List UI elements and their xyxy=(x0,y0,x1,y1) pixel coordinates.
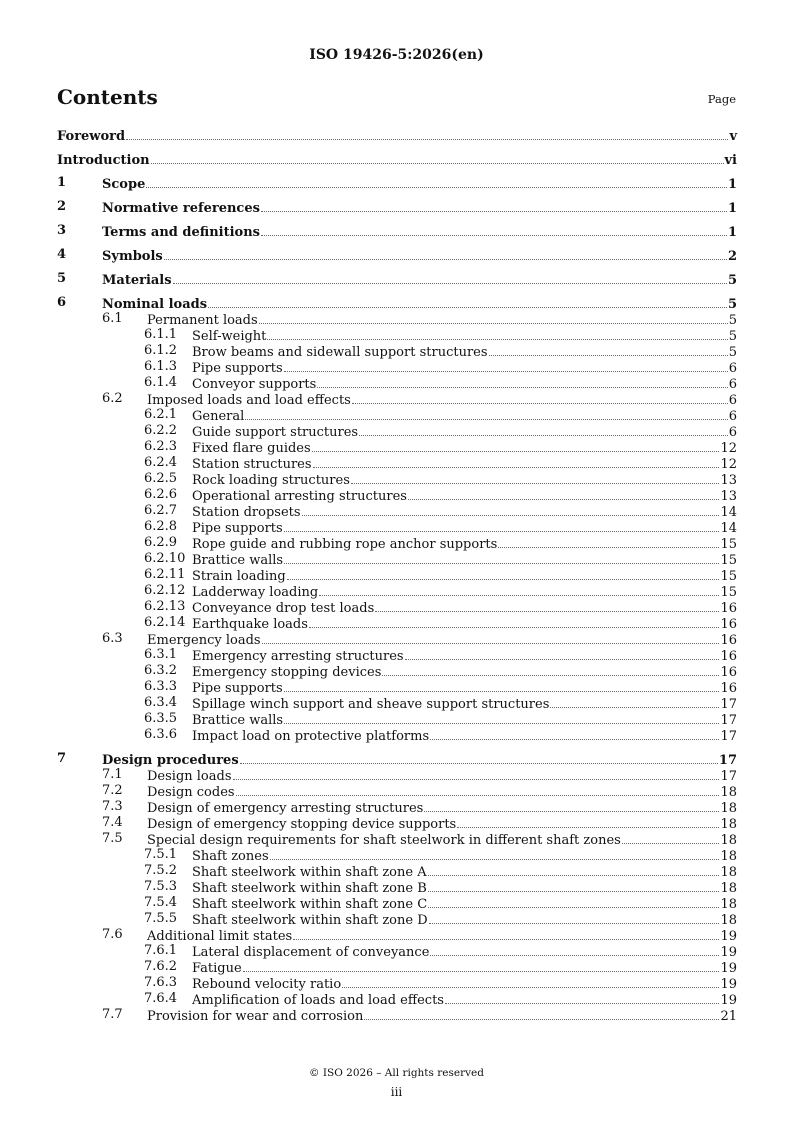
toc-leader-dots xyxy=(489,343,728,356)
toc-entry-page: 6 xyxy=(728,377,737,392)
toc-entry-number: 7.6.4 xyxy=(144,991,178,1006)
toc-entry-page: 17 xyxy=(720,769,737,784)
toc-entry-page: 16 xyxy=(720,601,737,616)
toc-entry[interactable] xyxy=(57,519,737,535)
toc-entry-number: 6.3.6 xyxy=(144,727,178,742)
toc-entry-number: 6.3.1 xyxy=(144,647,178,662)
toc-entry-title: Ladderway loading xyxy=(192,585,319,600)
toc-entry-title: Strain loading xyxy=(192,569,286,584)
toc-entry-title: Introduction xyxy=(57,153,150,168)
toc-entry[interactable] xyxy=(57,407,737,423)
toc-entry-number: 7.5.2 xyxy=(144,863,178,878)
toc-leader-dots xyxy=(267,327,727,340)
toc-entry-title: Nominal loads xyxy=(102,297,208,312)
toc-leader-dots xyxy=(240,751,718,764)
toc-entry-page: 13 xyxy=(720,473,737,488)
toc-entry[interactable] xyxy=(57,391,737,407)
toc-entry-number: 6.2.7 xyxy=(144,503,178,518)
toc-entry-number: 7.5.4 xyxy=(144,895,178,910)
toc-entry-page: 19 xyxy=(720,929,737,944)
toc-entry-page: 13 xyxy=(720,489,737,504)
table-of-contents xyxy=(57,127,737,1023)
toc-entry-page: 19 xyxy=(720,961,737,976)
toc-entry[interactable] xyxy=(57,487,737,503)
toc-entry-title: Additional limit states xyxy=(147,929,293,944)
toc-entry-page: 1 xyxy=(727,177,737,192)
toc-entry[interactable] xyxy=(57,895,737,911)
toc-leader-dots xyxy=(284,551,719,564)
toc-entry-number: 7.1 xyxy=(102,767,123,782)
toc-entry[interactable] xyxy=(57,327,737,343)
toc-entry-number: 7.6 xyxy=(102,927,123,942)
toc-leader-dots xyxy=(270,847,720,860)
toc-entry[interactable] xyxy=(57,223,737,239)
toc-leader-dots xyxy=(550,695,719,708)
toc-entry-title: Conveyor supports xyxy=(192,377,317,392)
toc-entry[interactable] xyxy=(57,199,737,215)
toc-entry[interactable] xyxy=(57,815,737,831)
toc-leader-dots xyxy=(351,471,720,484)
toc-entry-number: 7.7 xyxy=(102,1007,123,1022)
page-column-label: Page xyxy=(707,92,736,106)
toc-entry-title: Design codes xyxy=(147,785,235,800)
toc-leader-dots xyxy=(261,223,727,236)
toc-entry-title: Pipe supports xyxy=(192,681,283,696)
toc-leader-dots xyxy=(245,407,727,420)
toc-entry-title: Brattice walls xyxy=(192,553,284,568)
toc-entry-number: 6.2.12 xyxy=(144,583,186,598)
toc-entry-title: Rope guide and rubbing rope anchor supports xyxy=(192,537,498,552)
toc-leader-dots xyxy=(236,783,720,796)
toc-entry[interactable] xyxy=(57,783,737,799)
toc-entry-title: Shaft steelwork within shaft zone C xyxy=(192,897,428,912)
toc-entry-title: Special design requirements for shaft steelwork in different shaft zones xyxy=(147,833,621,848)
toc-leader-dots xyxy=(173,271,727,284)
toc-entry-title: Self-weight xyxy=(192,329,267,344)
toc-entry-page: 16 xyxy=(720,617,737,632)
toc-entry-page: v xyxy=(729,129,737,144)
toc-entry-page: 18 xyxy=(720,881,737,896)
toc-entry-title: Provision for wear and corrosion xyxy=(147,1009,364,1024)
toc-entry-title: Rebound velocity ratio xyxy=(192,977,342,992)
toc-entry-page: 21 xyxy=(720,1009,737,1024)
toc-entry-page: 5 xyxy=(728,329,737,344)
toc-entry[interactable] xyxy=(57,343,737,359)
toc-leader-dots xyxy=(430,943,719,956)
toc-entry-number: 7.4 xyxy=(102,815,123,830)
toc-entry-title: Shaft steelwork within shaft zone B xyxy=(192,881,427,896)
toc-entry-page: 18 xyxy=(720,817,737,832)
toc-entry[interactable] xyxy=(57,975,737,991)
toc-leader-dots xyxy=(319,583,719,596)
toc-entry-number: 6.3 xyxy=(102,631,123,646)
toc-entry[interactable] xyxy=(57,879,737,895)
toc-entry-title: Emergency stopping devices xyxy=(192,665,382,680)
toc-entry-title: Station structures xyxy=(192,457,312,472)
toc-entry[interactable] xyxy=(57,599,737,615)
toc-entry-page: 18 xyxy=(720,897,737,912)
toc-entry-number: 7 xyxy=(57,751,67,766)
toc-leader-dots xyxy=(445,991,719,1004)
toc-entry-number: 6.2.3 xyxy=(144,439,178,454)
toc-entry[interactable] xyxy=(57,471,737,487)
toc-entry-page: 5 xyxy=(727,297,737,312)
toc-entry-number: 4 xyxy=(57,247,67,262)
toc-leader-dots xyxy=(428,879,720,892)
toc-entry-title: Amplification of loads and load effects xyxy=(192,993,444,1008)
toc-leader-dots xyxy=(312,439,720,452)
toc-entry-number: 6.2.9 xyxy=(144,535,178,550)
toc-entry[interactable] xyxy=(57,271,737,287)
toc-entry-page: 15 xyxy=(720,569,737,584)
toc-entry[interactable] xyxy=(57,927,737,943)
toc-entry[interactable] xyxy=(57,727,737,743)
toc-entry-number: 7.6.2 xyxy=(144,959,178,974)
footer-copyright: © ISO 2026 – All rights reserved xyxy=(309,1067,484,1079)
toc-entry-page: 1 xyxy=(727,201,737,216)
toc-leader-dots xyxy=(457,815,719,828)
toc-leader-dots xyxy=(429,911,720,924)
toc-entry[interactable] xyxy=(57,615,737,631)
toc-entry-title: Scope xyxy=(102,177,146,192)
toc-entry-page: 16 xyxy=(720,665,737,680)
toc-leader-dots xyxy=(430,727,719,740)
toc-entry[interactable] xyxy=(57,751,737,767)
toc-entry-number: 6.2 xyxy=(102,391,123,406)
toc-entry[interactable] xyxy=(57,423,737,439)
toc-entry[interactable] xyxy=(57,911,737,927)
toc-entry-number: 7.5.5 xyxy=(144,911,178,926)
toc-entry-page: 16 xyxy=(720,681,737,696)
document-header: ISO 19426-5:2026(en) xyxy=(309,47,484,63)
toc-entry-page: 12 xyxy=(720,457,737,472)
toc-leader-dots xyxy=(146,175,727,188)
toc-entry-title: Permanent loads xyxy=(147,313,258,328)
toc-entry-page: 17 xyxy=(720,697,737,712)
toc-entry-number: 6.3.3 xyxy=(144,679,178,694)
toc-entry[interactable] xyxy=(57,943,737,959)
toc-entry-page: 15 xyxy=(720,553,737,568)
toc-entry[interactable] xyxy=(57,551,737,567)
toc-entry-number: 6.1.1 xyxy=(144,327,178,342)
toc-entry-title: Symbols xyxy=(102,249,163,264)
toc-leader-dots xyxy=(284,519,720,532)
toc-leader-dots xyxy=(259,311,728,324)
toc-leader-dots xyxy=(382,663,719,676)
toc-leader-dots xyxy=(405,647,720,660)
toc-leader-dots xyxy=(302,503,720,516)
toc-leader-dots xyxy=(375,599,719,612)
toc-entry-number: 6.2.13 xyxy=(144,599,186,614)
toc-entry[interactable] xyxy=(57,1007,737,1023)
toc-leader-dots xyxy=(313,455,720,468)
toc-entry[interactable] xyxy=(57,647,737,663)
toc-leader-dots xyxy=(342,975,719,988)
toc-entry-title: Materials xyxy=(102,273,172,288)
toc-leader-dots xyxy=(352,391,728,404)
toc-entry-title: General xyxy=(192,409,245,424)
toc-entry-page: 16 xyxy=(720,633,737,648)
toc-entry[interactable] xyxy=(57,863,737,879)
toc-leader-dots xyxy=(262,631,720,644)
toc-entry-page: 18 xyxy=(720,833,737,848)
toc-entry-page: 5 xyxy=(728,313,737,328)
toc-entry-title: Shaft zones xyxy=(192,849,269,864)
toc-leader-dots xyxy=(151,151,724,164)
toc-entry-number: 6.2.1 xyxy=(144,407,178,422)
toc-leader-dots xyxy=(408,487,720,500)
toc-entry-title: Earthquake loads xyxy=(192,617,308,632)
toc-entry-number: 6.3.2 xyxy=(144,663,178,678)
toc-entry-title: Shaft steelwork within shaft zone A xyxy=(192,865,427,880)
toc-entry-page: 2 xyxy=(727,249,737,264)
toc-entry[interactable] xyxy=(57,679,737,695)
toc-entry[interactable] xyxy=(57,711,737,727)
toc-entry-title: Terms and definitions xyxy=(102,225,260,240)
toc-entry-page: 18 xyxy=(720,785,737,800)
toc-entry[interactable] xyxy=(57,847,737,863)
toc-entry[interactable] xyxy=(57,175,737,191)
toc-entry[interactable] xyxy=(57,663,737,679)
toc-entry-title: Brattice walls xyxy=(192,713,284,728)
toc-entry-title: Pipe supports xyxy=(192,521,283,536)
toc-entry-page: 5 xyxy=(728,345,737,360)
toc-entry-title: Conveyance drop test loads xyxy=(192,601,375,616)
toc-leader-dots xyxy=(293,927,719,940)
toc-leader-dots xyxy=(126,127,728,140)
contents-title: Contents xyxy=(57,85,158,109)
toc-leader-dots xyxy=(364,1007,719,1020)
toc-leader-dots xyxy=(261,199,727,212)
toc-entry-number: 7.3 xyxy=(102,799,123,814)
toc-entry[interactable] xyxy=(57,127,737,143)
toc-entry-number: 6.2.8 xyxy=(144,519,178,534)
toc-entry-number: 6.2.4 xyxy=(144,455,178,470)
toc-entry[interactable] xyxy=(57,695,737,711)
toc-entry[interactable] xyxy=(57,535,737,551)
toc-entry-page: 12 xyxy=(720,441,737,456)
toc-entry-number: 6.1.4 xyxy=(144,375,178,390)
toc-leader-dots xyxy=(284,679,720,692)
toc-entry[interactable] xyxy=(57,359,737,375)
toc-entry-page: vi xyxy=(724,153,737,168)
toc-entry-number: 7.6.1 xyxy=(144,943,178,958)
footer-page-number: iii xyxy=(390,1085,403,1099)
toc-entry-number: 6.2.2 xyxy=(144,423,178,438)
toc-entry-title: Rock loading structures xyxy=(192,473,350,488)
toc-entry-page: 18 xyxy=(720,801,737,816)
toc-entry-number: 6.1.2 xyxy=(144,343,178,358)
toc-entry-page: 14 xyxy=(720,505,737,520)
toc-entry-number: 3 xyxy=(57,223,67,238)
toc-entry-number: 6.1.3 xyxy=(144,359,178,374)
toc-entry[interactable] xyxy=(57,311,737,327)
toc-entry[interactable] xyxy=(57,455,737,471)
toc-entry-title: Design loads xyxy=(147,769,232,784)
toc-entry-number: 6 xyxy=(57,295,67,310)
toc-entry-page: 14 xyxy=(720,521,737,536)
toc-entry-title: Design procedures xyxy=(102,753,239,768)
toc-entry-page: 19 xyxy=(720,993,737,1008)
toc-leader-dots xyxy=(284,711,719,724)
toc-entry-page: 6 xyxy=(728,393,737,408)
toc-entry-title: Normative references xyxy=(102,201,260,216)
toc-entry-page: 16 xyxy=(720,649,737,664)
toc-entry[interactable] xyxy=(57,799,737,815)
toc-entry-title: Shaft steelwork within shaft zone D xyxy=(192,913,428,928)
toc-entry-number: 5 xyxy=(57,271,67,286)
toc-leader-dots xyxy=(284,359,728,372)
toc-leader-dots xyxy=(498,535,719,548)
toc-entry-page: 17 xyxy=(720,713,737,728)
toc-leader-dots xyxy=(428,863,720,876)
toc-entry-title: Pipe supports xyxy=(192,361,283,376)
toc-leader-dots xyxy=(359,423,728,436)
toc-leader-dots xyxy=(164,247,727,260)
toc-leader-dots xyxy=(243,959,720,972)
toc-entry-number: 7.2 xyxy=(102,783,123,798)
toc-entry[interactable] xyxy=(57,439,737,455)
toc-entry-number: 6.1 xyxy=(102,311,123,326)
toc-entry[interactable] xyxy=(57,151,737,167)
toc-entry-title: Brow beams and sidewall support structures xyxy=(192,345,488,360)
toc-entry[interactable] xyxy=(57,567,737,583)
toc-leader-dots xyxy=(309,615,720,628)
toc-entry-number: 6.2.6 xyxy=(144,487,178,502)
toc-entry-page: 18 xyxy=(720,849,737,864)
toc-leader-dots xyxy=(317,375,727,388)
toc-entry[interactable] xyxy=(57,375,737,391)
toc-entry-page: 17 xyxy=(718,753,737,768)
toc-leader-dots xyxy=(233,767,720,780)
toc-entry-title: Station dropsets xyxy=(192,505,301,520)
toc-entry[interactable] xyxy=(57,767,737,783)
toc-entry[interactable] xyxy=(57,631,737,647)
toc-entry-number: 7.5.1 xyxy=(144,847,178,862)
toc-entry-page: 5 xyxy=(727,273,737,288)
toc-entry[interactable] xyxy=(57,583,737,599)
toc-entry-title: Impact load on protective platforms xyxy=(192,729,430,744)
toc-entry-number: 6.2.5 xyxy=(144,471,178,486)
toc-entry-page: 18 xyxy=(720,913,737,928)
toc-entry[interactable] xyxy=(57,831,737,847)
toc-entry-title: Operational arresting structures xyxy=(192,489,407,504)
toc-entry[interactable] xyxy=(57,295,737,311)
toc-entry-page: 15 xyxy=(720,585,737,600)
toc-entry[interactable] xyxy=(57,503,737,519)
toc-leader-dots xyxy=(208,295,727,308)
toc-entry-page: 19 xyxy=(720,977,737,992)
toc-entry-title: Fixed flare guides xyxy=(192,441,311,456)
toc-entry-number: 6.3.4 xyxy=(144,695,178,710)
toc-entry-page: 19 xyxy=(720,945,737,960)
toc-entry-title: Emergency arresting structures xyxy=(192,649,404,664)
toc-entry-number: 6.2.10 xyxy=(144,551,186,566)
toc-leader-dots xyxy=(428,895,719,908)
toc-entry-page: 6 xyxy=(728,361,737,376)
toc-entry-page: 15 xyxy=(720,537,737,552)
toc-entry-page: 18 xyxy=(720,865,737,880)
toc-leader-dots xyxy=(622,831,720,844)
toc-entry-title: Lateral displacement of conveyance xyxy=(192,945,430,960)
toc-entry[interactable] xyxy=(57,991,737,1007)
toc-entry-title: Foreword xyxy=(57,129,126,144)
toc-entry-number: 7.5 xyxy=(102,831,123,846)
toc-entry-page: 1 xyxy=(727,225,737,240)
toc-entry-number: 6.3.5 xyxy=(144,711,178,726)
toc-entry-title: Fatigue xyxy=(192,961,242,976)
toc-leader-dots xyxy=(424,799,719,812)
toc-entry[interactable] xyxy=(57,247,737,263)
toc-entry-number: 7.5.3 xyxy=(144,879,178,894)
toc-entry-title: Design of emergency arresting structures xyxy=(147,801,424,816)
toc-entry-title: Guide support structures xyxy=(192,425,359,440)
toc-entry-page: 17 xyxy=(720,729,737,744)
toc-entry-title: Imposed loads and load effects xyxy=(147,393,351,408)
toc-entry-page: 6 xyxy=(728,409,737,424)
toc-entry-number: 7.6.3 xyxy=(144,975,178,990)
toc-entry-title: Emergency loads xyxy=(147,633,261,648)
toc-entry[interactable] xyxy=(57,959,737,975)
toc-entry-number: 2 xyxy=(57,199,67,214)
toc-entry-number: 6.2.14 xyxy=(144,615,186,630)
toc-entry-title: Spillage winch support and sheave support structures xyxy=(192,697,550,712)
toc-entry-number: 1 xyxy=(57,175,67,190)
toc-entry-title: Design of emergency stopping device supports xyxy=(147,817,457,832)
toc-leader-dots xyxy=(287,567,720,580)
toc-entry-page: 6 xyxy=(728,425,737,440)
toc-entry-number: 6.2.11 xyxy=(144,567,186,582)
